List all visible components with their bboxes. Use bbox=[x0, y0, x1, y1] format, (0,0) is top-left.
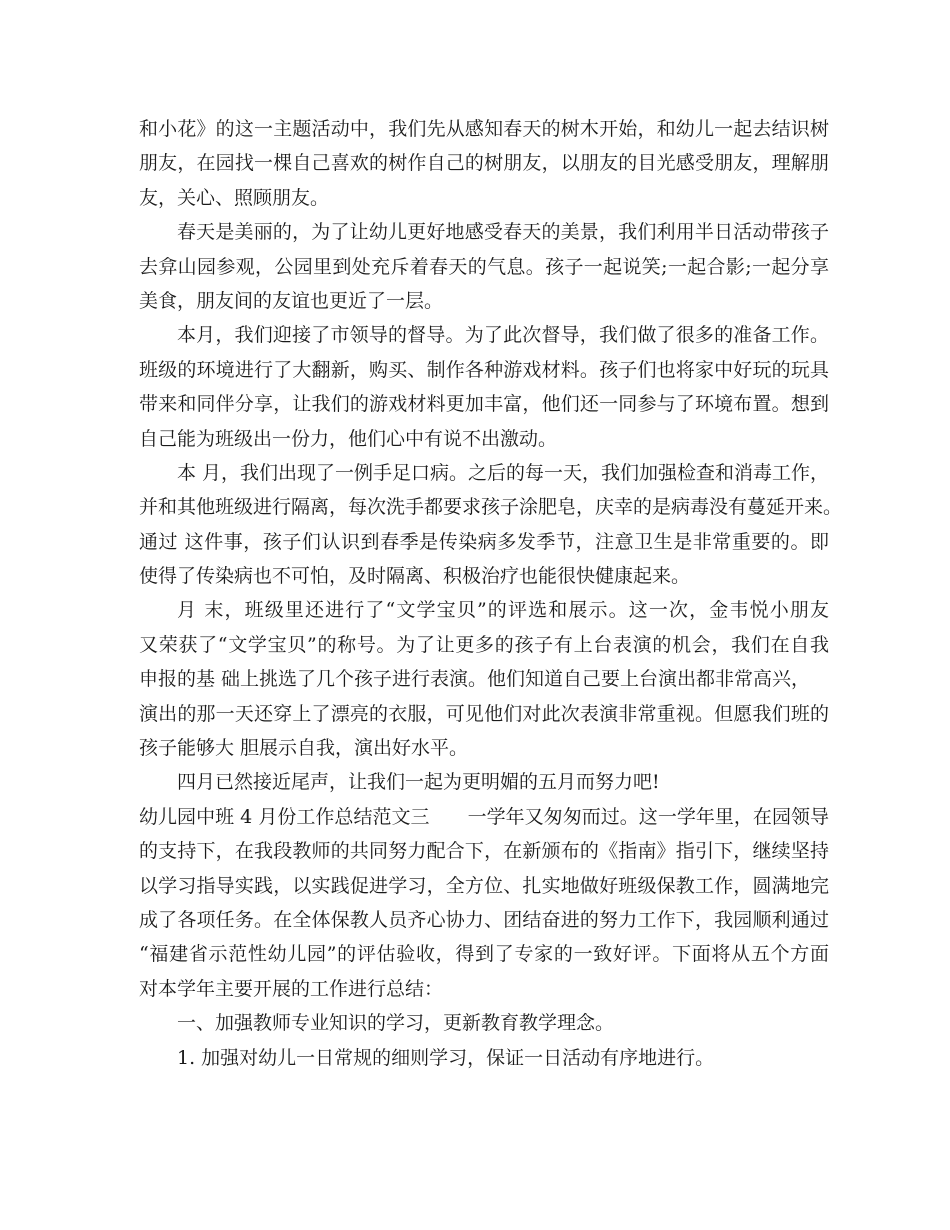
text-line: 并和其他班级进行隔离，每次洗手都要求孩子涂肥皂，庆幸的是病毒没有蔓延开来。 bbox=[139, 496, 843, 519]
text-line: 通过 这件事，孩子们认识到春季是传染病多发季节，注意卫生是非常重要的。即 bbox=[139, 530, 829, 553]
text-line: 成了各项任务。在全体保教人员齐心协力、团结奋进的努力工作下，我园顺利通过 bbox=[139, 908, 829, 931]
text-line: 美食，朋友间的友谊也更近了一层。 bbox=[139, 289, 444, 312]
text-line: 自己能为班级出一份力，他们心中有说不出激动。 bbox=[139, 427, 558, 450]
text-line: 和小花》的这一主题活动中，我们先从感知春天的树木开始，和幼儿一起去结识树 bbox=[139, 118, 829, 140]
section-heading-line: 幼儿园中班 4 月份工作总结范文三 一学年又匆匆而过。这一学年里，在园领导 bbox=[139, 805, 829, 828]
text-line: 本月，我们迎接了市领导的督导。为了此次督导，我们做了很多的准备工作。 bbox=[177, 324, 829, 347]
list-item: 1. 加强对幼儿一日常规的细则学习，保证一日活动有序地进行。 bbox=[177, 1046, 715, 1069]
text-line: 友，关心、照顾朋友。 bbox=[139, 186, 330, 209]
subsection-heading: 一、加强教师专业知识的学习，更新教育教学理念。 bbox=[177, 1012, 615, 1035]
text-line: 的支持下，在我段教师的共同努力配合下，在新颁布的《指南》指引下，继续坚持 bbox=[139, 840, 829, 863]
body-text bbox=[139, 112, 843, 1075]
text-line: 申报的基 础上挑选了几个孩子进行表演。他们知道自己要上台演出都非常高兴， bbox=[139, 668, 811, 691]
text-line: 带来和同伴分享，让我们的游戏材料更加丰富，他们还一同参与了环境布置。想到 bbox=[139, 393, 829, 416]
text-line: 演出的那一天还穿上了漂亮的衣服，可见他们对此次表演非常重视。但愿我们班的 bbox=[139, 702, 829, 725]
text-line: 春天是美丽的，为了让幼儿更好地感受春天的美景，我们利用半日活动带孩子 bbox=[177, 221, 829, 244]
text-line: 孩子能够大 胆展示自我，演出好水平。 bbox=[139, 737, 469, 760]
text-line: 使得了传染病也不可怕，及时隔离、积极治疗也能很快健康起来。 bbox=[139, 565, 691, 588]
text-line: 去弇山园参观，公园里到处充斥着春天的气息。孩子一起说笑;一起合影;一起分享 bbox=[139, 255, 829, 278]
text-line: 对本学年主要开展的工作进行总结： bbox=[139, 977, 444, 1000]
text-line: 四月已然接近尾声，让我们一起为更明媚的五月而努力吧! bbox=[177, 771, 660, 794]
text-line: 本 月，我们出现了一例手足口病。之后的每一天，我们加强检查和消毒工作， bbox=[177, 461, 830, 484]
text-line: 朋友，在园找一棵自己喜欢的树作自己的树朋友，以朋友的目光感受朋友，理解朋 bbox=[139, 152, 829, 175]
text-line: 班级的环境进行了大翻新，购买、制作各种游戏材料。孩子们也将家中好玩的玩具 bbox=[139, 358, 829, 381]
text-line: 以学习指导实践，以实践促进学习，全方位、扎实地做好班级保教工作，圆满地完 bbox=[139, 874, 829, 897]
text-line: “福建省示范性幼儿园”的评估验收，得到了专家的一致好评。下面将从五个方面 bbox=[139, 943, 829, 966]
text-line: 月 末，班级里还进行了“文学宝贝”的评选和展示。这一次，金韦悦小朋友 bbox=[177, 599, 829, 622]
text-line: 又荣获了“文学宝贝”的称号。为了让更多的孩子有上台表演的机会，我们在自我 bbox=[139, 633, 829, 656]
